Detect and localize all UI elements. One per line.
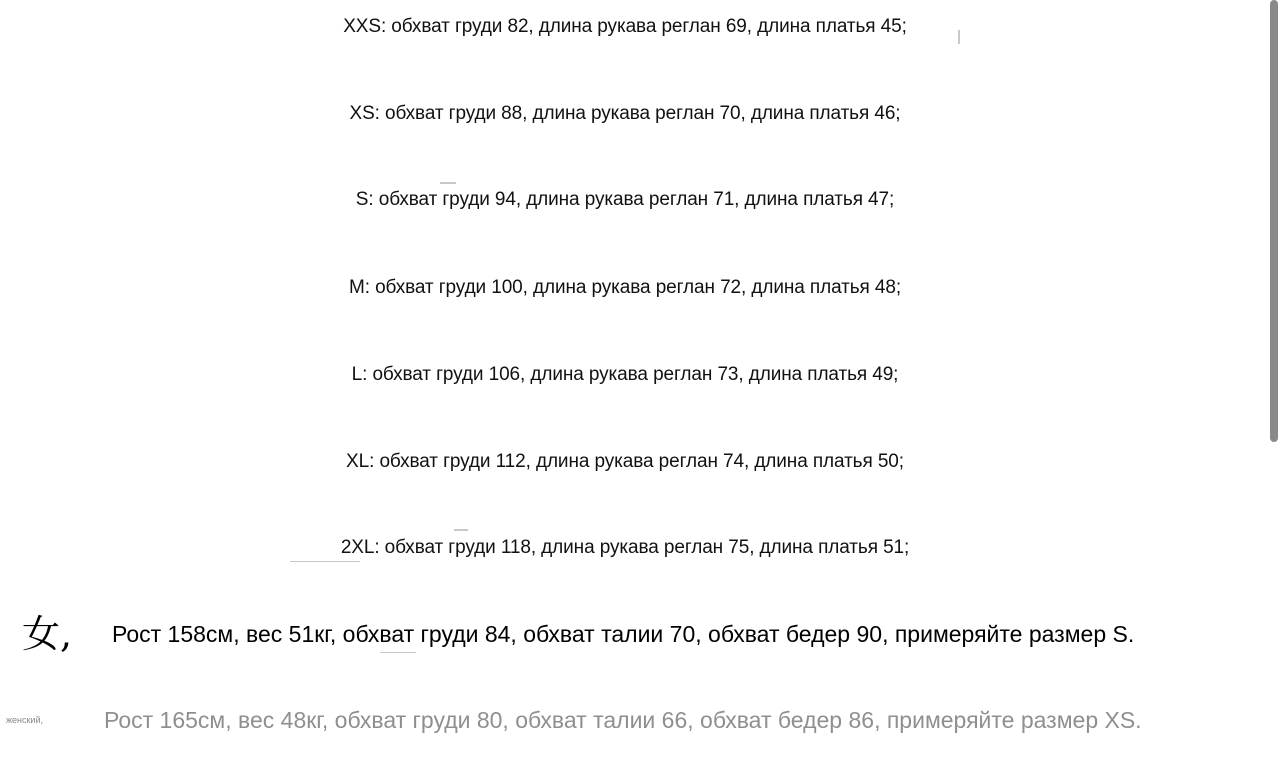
size-line-2xl: 2XL: обхват груди 118, длина рукава реглан 75, длина платья 51; bbox=[340, 537, 910, 558]
model-info-text: Рост 158см, вес 51кг, обхват груди 84, обхват талии 70, обхват бедер 90, примеряйте размер S. bbox=[112, 621, 1135, 647]
size-line-xxs: XXS: обхват груди 82, длина рукава реглан 69, длина платья 45; bbox=[343, 16, 907, 37]
size-line-xs: XS: обхват груди 88, длина рукава реглан 70, длина платья 46; bbox=[349, 103, 901, 124]
model-info-row-secondary bbox=[0, 698, 1270, 742]
model-info-row bbox=[0, 612, 1270, 656]
size-line-s: S: обхват груди 94, длина рукава реглан 71, длина платья 47; bbox=[355, 189, 895, 210]
vertical-scrollbar[interactable] bbox=[1266, 0, 1280, 758]
scrollbar-thumb[interactable] bbox=[1270, 0, 1278, 442]
scan-artifact bbox=[958, 30, 960, 44]
size-line-m: M: обхват груди 100, длина рукава реглан 72, длина платья 48; bbox=[349, 277, 901, 298]
size-line-xl: XL: обхват груди 112, длина рукава реглан 74, длина платья 50; bbox=[346, 451, 904, 472]
scan-artifact bbox=[380, 652, 416, 653]
scan-artifact bbox=[290, 561, 360, 562]
scan-artifact bbox=[454, 529, 468, 531]
size-line-l: L: обхват груди 106, длина рукава реглан 73, длина платья 49; bbox=[351, 364, 899, 385]
female-label: женский, bbox=[6, 715, 43, 725]
scan-artifact bbox=[440, 182, 456, 184]
model-info-text-secondary: Рост 165см, вес 48кг, обхват груди 80, обхват талии 66, обхват бедер 86, примеряйте размер XS. bbox=[104, 707, 1142, 733]
female-glyph: 女, bbox=[22, 612, 73, 656]
